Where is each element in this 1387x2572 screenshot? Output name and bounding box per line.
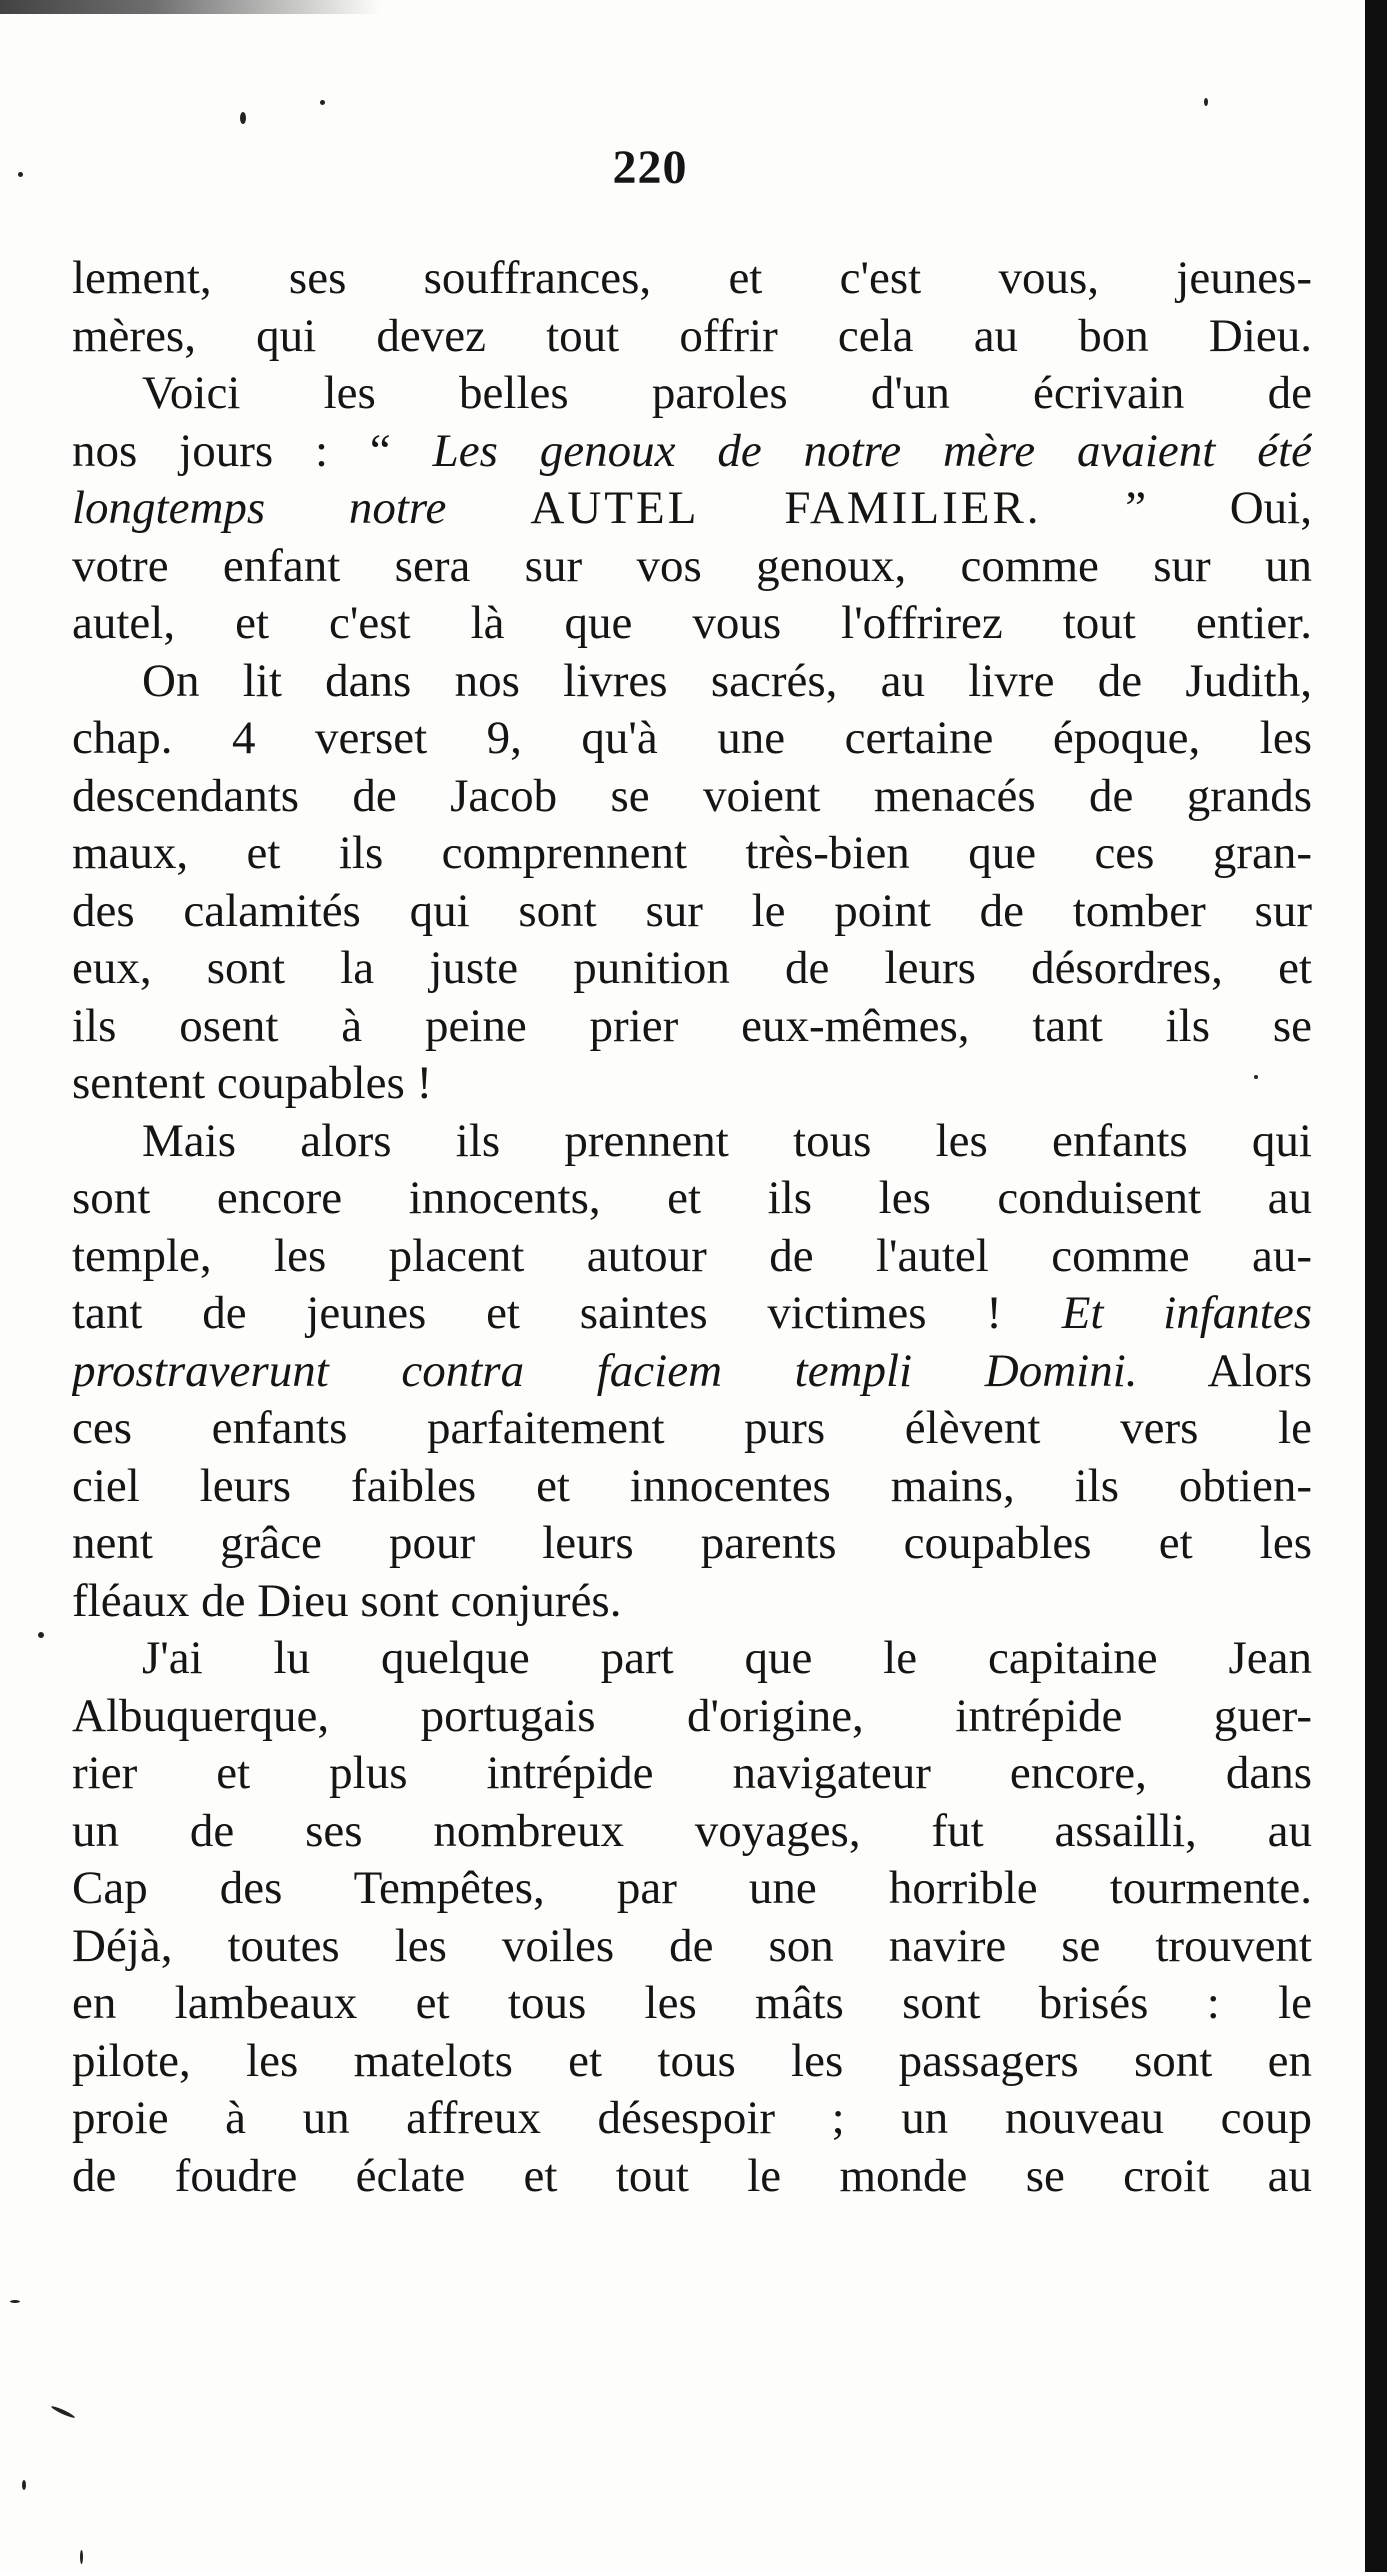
ink-speck: [240, 112, 246, 124]
text-line: prostraverunt contra faciem templi Domini. Alors: [72, 1344, 1312, 1397]
ink-speck: [1204, 98, 1208, 106]
text-line: Voici les belles paroles d'un écrivain de: [142, 367, 1312, 419]
text-line: Déjà, toutes les voiles de son navire se trouvent: [72, 1919, 1312, 1972]
scan-right-edge-border: [1365, 0, 1387, 2572]
latin-quote: prostraverunt contra faciem templi Domini.: [72, 1344, 1138, 1397]
text-line: temple, les placent autour de l'autel comme au-: [72, 1229, 1312, 1282]
text-line: de foudre éclate et tout le monde se croit au: [72, 2149, 1312, 2202]
scan-top-edge-shadow: [0, 0, 380, 14]
text-line: lement, ses souffrances, et c'est vous, jeunes-: [72, 252, 1312, 304]
text-line: un de ses nombreux voyages, fut assailli, au: [72, 1804, 1312, 1857]
small-caps-phrase: AUTEL FAMILIER.: [446, 482, 1042, 534]
text-line: ils osent à peine prier eux-mêmes, tant ils se: [72, 999, 1312, 1052]
page-number: 220: [612, 141, 688, 194]
text-line: nos jours : “ Les genoux de notre mère avaient été: [72, 424, 1312, 477]
text-line: tant de jeunes et saintes victimes ! Et infantes: [72, 1287, 1312, 1339]
text-line: en lambeaux et tous les mâts sont brisés : le: [72, 1977, 1312, 2029]
ink-speck: [10, 2300, 20, 2303]
text-line: chap. 4 verset 9, qu'à une certaine époque, les: [72, 712, 1312, 764]
text-line: votre enfant sera sur vos genoux, comme sur un: [72, 539, 1312, 592]
text-line: fléaux de Dieu sont conjurés.: [72, 1574, 622, 1627]
text-line: J'ai lu quelque part que le capitaine Jean: [142, 1632, 1312, 1684]
latin-quote: Et infantes: [1061, 1287, 1312, 1339]
text-line: proie à un affreux désespoir ; un nouveau coup: [72, 2092, 1312, 2144]
text-line: longtemps notre AUTEL FAMILIER. ” Oui,: [72, 482, 1312, 534]
text-line: des calamités qui sont sur le point de tomber sur: [72, 884, 1312, 937]
text-line: sont encore innocents, et ils les conduisent au: [72, 1172, 1312, 1224]
text-line: Albuquerque, portugais d'origine, intrépide guer-: [72, 1689, 1312, 1742]
ink-speck: [38, 1632, 44, 1638]
text-line: ces enfants parfaitement purs élèvent vers le: [72, 1402, 1312, 1454]
ink-speck: [320, 100, 325, 105]
text-line: nent grâce pour leurs parents coupables et les: [72, 1517, 1312, 1569]
text-line: sentent coupables !: [72, 1057, 433, 1109]
text-line: descendants de Jacob se voient menacés de grands: [72, 769, 1312, 822]
ink-speck: [80, 2550, 83, 2564]
text-line: Mais alors ils prennent tous les enfants qui: [142, 1114, 1312, 1167]
ink-speck: [22, 2480, 26, 2490]
text-line: rier et plus intrépide navigateur encore, dans: [72, 1747, 1312, 1799]
text-line: pilote, les matelots et tous les passagers sont en: [72, 2034, 1312, 2087]
text-line: mères, qui devez tout offrir cela au bon Dieu.: [72, 309, 1312, 362]
text-line: maux, et ils comprennent très-bien que ces gran-: [72, 827, 1312, 879]
text-line: eux, sont la juste punition de leurs désordres, et: [72, 942, 1312, 994]
text-line: Cap des Tempêtes, par une horrible tourmente.: [72, 1862, 1312, 1914]
text-line: autel, et c'est là que vous l'offrirez tout entier.: [72, 597, 1312, 649]
italic-quote: longtemps notre: [72, 482, 447, 534]
body-text: [72, 250, 1312, 2205]
text-line: On lit dans nos livres sacrés, au livre de Judith,: [142, 654, 1312, 707]
text-line: ciel leurs faibles et innocentes mains, ils obtien-: [72, 1459, 1312, 1512]
italic-quote: Les genoux de notre mère avaient été: [432, 424, 1312, 477]
